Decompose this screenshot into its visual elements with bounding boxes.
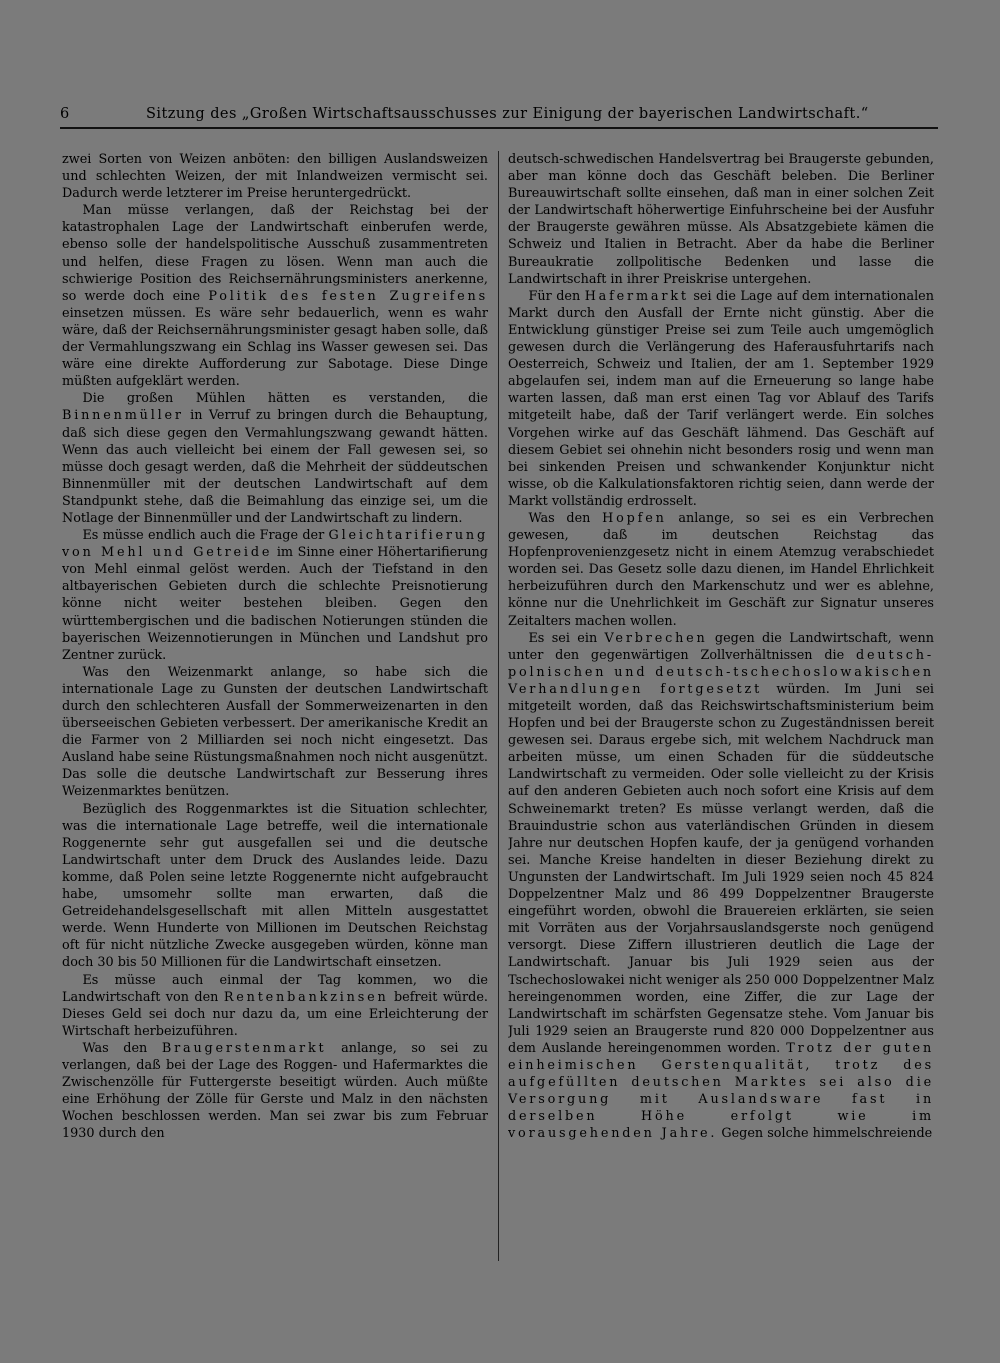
paragraph (62, 801, 488, 972)
paragraph (62, 151, 488, 202)
paragraph (62, 1040, 488, 1143)
emphasized-text: Verbrechen (604, 630, 708, 646)
text-segment: befreit würde. Dieses Geld sei doch nur dazu da, um eine Erleichterung der Wirtschaft herbeizuführen. (62, 989, 488, 1039)
text-segment: gegen die Landwirtschaft, wenn unter den gegenwärtigen Zollverhältnissen die (508, 630, 934, 663)
text-segment: deutsch-schwedischen Handelsvertrag bei Braugerste gebunden, aber man könne doch das Geschäft beleben. Die Berliner Bureauwirtschaft sollte einsehen, daß man in einer solchen Zeit der Landwirtschaft höherwertige Einfuhrscheine bei der Ausfuhr der Braugerste gewähren müsse. Als Absatzgebiete kämen die Schweiz und Italien in Betracht. Aber da habe die Berliner Bureaukratie zollpolitische Bedenken und lasse die Landwirtschaft in ihrer Preiskrise untergehen. (508, 152, 934, 287)
page-number: 6 (60, 106, 70, 122)
left-column (62, 151, 488, 1261)
text-segment: einsetzen müssen. Es wäre sehr bedauerlich, wenn es wahr wäre, daß der Reichsernährungsminister gesagt haben solle, daß der Vermahlungszwang ein Schlag ins Wasser gewesen sei. Das wäre eine direkte Aufforderung zur Sabotage. Diese Dinge müßten aufgeklärt werden. (62, 305, 488, 390)
text-segment: anlange, so sei es ein Verbrechen gewesen, daß im deutschen Reichstag das Hopfenprovenienzgesetz nicht in einem Atemzug verabschiedet worden sei. Das Gesetz solle dazu dienen, im Handel Ehrlichkeit herbeizuführen durch den Markenschutz und wer es ablehne, könne nur die Unehrlichkeit im Geschäft zur Signatur unseres Zeitalters machen wollen. (508, 510, 934, 629)
right-column (508, 151, 934, 1261)
paragraph (62, 202, 488, 390)
emphasized-text: Hafermarkt (584, 288, 689, 304)
text-segment: Die großen Mühlen hätten es verstanden, die (82, 391, 488, 407)
paragraph (62, 972, 488, 1040)
text-segment: zwei Sorten von Weizen anböten: den billigen Auslandsweizen und schlechten Weizen, der mit Inlandweizen vermischt sei. Dadurch werde letzterer im Preise heruntergedrückt. (62, 152, 488, 202)
emphasized-text: Politik des festen Zugreifens (208, 288, 488, 304)
emphasized-text: Trotz der guten einheimischen Gerstenqualität, trotz des aufgefüllten deutschen Marktes sei also die Versorgung mit Auslandsware fast in derselben Höhe erfolgt wie im vorausgehenden Jahre. (508, 1040, 934, 1142)
text-segment: würden. Im Juni sei mitgeteilt worden, daß das Reichswirtschaftsministerium beim Hopfen und bei der Braugerste schon zu Zugeständnissen bereit gewesen sei. Daraus ergebe sich, mit welchem Nachdruck man arbeiten müsse, um einen Schaden für die süddeutsche Landwirtschaft zu vermeiden. Oder solle vielleicht zu der Krisis auf den anderen Gebieten auch noch sofort eine Krisis auf dem Schweinemarkt treten? Es müsse verlangt werden, daß die Brauindustrie schon aus vaterländischen Gründen in diesem Jahre nur deutschen Hopfen kaufe, der ja genügend vorhanden sei. Manche Kreise handelten in dieser Beziehung direkt zu Ungunsten der Landwirtschaft. Im Juli 1929 seien noch 45 824 Doppelzentner Malz und 86 499 Doppelzentner Braugerste eingeführt worden, obwohl die Brauereien erklärten, sie seien mit Vorräten aus der Vorjahrsauslandsgerste noch genügend versorgt. Diese Ziffern illustrieren deutlich die Lage der Landwirtschaft. Januar bis Juli 1929 seien aus der Tschechoslowakei nicht weniger als 250 000 Doppelzentner Malz hereingenommen worden, eine Ziffer, die zur Lage der Landwirtschaft im schärfsten Gegensatze stehe. Vom Januar bis Juli 1929 seien an Braugerste rund 820 000 Doppelzentner aus dem Auslande hereingenommen worden. (508, 681, 934, 1056)
text-segment: Man müsse verlangen, daß der Reichstag bei der katastrophalen Lage der Landwirtschaft einberufen werde, ebenso solle der handelspolitische Ausschuß zusammentreten und helfen, diese Fragen zu lösen. Wenn man auch die schwierige Position des Reichsernährungsministers anerkenne, so werde doch eine (62, 203, 488, 304)
emphasized-text: Rentenbankzinsen (223, 989, 389, 1005)
text-segment: Für den (528, 288, 585, 304)
text-segment: Bezüglich des Roggenmarktes ist die Situation schlechter, was die internationale Lage betreffe, weil die internationale Roggenernte sehr gut ausgefallen sei und die deutsche Landwirtschaft unter dem Druck des Auslandes leide. Dazu komme, daß Polen seine letzte Roggenernte nicht aufgebraucht habe, umsomehr sollte man erwarten, daß die Getreidehandelsgesellschaft mit allen Mitteln ausgestattet werde. Wenn Hunderte von Millionen im Deutschen Reichstag oft für nicht nützliche Zwecke ausgegeben würden, könne man doch 30 bis 50 Millionen für die Landwirtschaft einsetzen. (62, 801, 488, 971)
text-segment: anlange, so sei zu verlangen, daß bei der Lage des Roggen- und Hafermarktes die Zwischenzölle für Futtergerste beseitigt würden. Auch müßte eine Erhöhung der Zölle für Gerste und Malz in den nächsten Wochen beschlossen werden. Man sei zwar bis zum Februar 1930 durch den (62, 1040, 488, 1142)
paragraph (508, 288, 934, 510)
text-segment: im Sinne einer Höhertarifierung von Mehl einmal gelöst werden. Auch der Tiefstand in den altbayerischen Gebieten durch die schlechte Preisnotierung könne nicht weiter bestehen bleiben. Gegen den württembergischen und die badischen Notierungen stünden die bayerischen Weizennotierungen in München und Landshut pro Zentner zurück. (62, 545, 488, 663)
text-segment: Gegen solche himmelschreiende (717, 1126, 933, 1142)
emphasized-text: Gleichtarifierung von Mehl und Getreide (62, 528, 488, 561)
header-rule (60, 127, 938, 129)
emphasized-text: Hopfen (602, 510, 667, 526)
emphasized-text: Binnenmüller (62, 408, 184, 424)
paragraph (62, 527, 488, 664)
text-segment: Es sei ein (528, 630, 605, 646)
column-divider (498, 151, 499, 1261)
running-title: Sitzung des „Großen Wirtschaftsausschusses zur Einigung der bayerischen Landwirtschaft.“ (146, 106, 869, 122)
text-segment: Es müsse endlich auch die Frage der (82, 528, 329, 544)
paragraph (508, 151, 934, 288)
text-segment: Was den (82, 1040, 162, 1056)
paragraph (508, 630, 934, 1143)
emphasized-text: Braugerstenmarkt (161, 1040, 327, 1056)
paragraph (62, 390, 488, 527)
page-header (60, 104, 938, 124)
emphasized-text: deutsch-polnischen und deutsch-tschechoslowakischen Verhandlungen fortgesetzt (508, 647, 934, 697)
text-segment: Was den Weizenmarkt anlange, so habe sich die internationale Lage zu Gunsten der deutschen Landwirtschaft durch den schlechteren Ausfall der Sommerweizenarten in den überseeischen Gebieten verbessert. Der amerikanische Kredit an die Farmer von 2 Milliarden sei noch nicht eingesetzt. Das Ausland habe seine Rüstungsmaßnahmen noch nicht ausgenützt. Das solle die deutsche Landwirtschaft zur Besserung ihres Weizenmarktes benützen. (62, 664, 488, 800)
paragraph (508, 510, 934, 630)
text-segment: Es müsse auch einmal der Tag kommen, wo die Landwirtschaft von den (62, 972, 488, 1005)
text-segment: in Verruf zu bringen durch die Behauptung, daß sich diese gegen den Vermahlungszwang gewandt hätten. Wenn das auch vielleicht bei einem der Fall gewesen sei, so müsse doch gesagt werden, daß die Mehrheit der süddeutschen Binnenmüller mit der deutschen Landwirtschaft auf dem Standpunkt stehe, daß die Beimahlung das einzige sei, um die Notlage der Binnenmüller und der Landwirtschaft zu lindern. (62, 408, 488, 526)
paragraph (62, 664, 488, 801)
text-segment: sei die Lage auf dem internationalen Markt durch den Ausfall der Ernte nicht günstig. Aber die Entwicklung günstiger Preise sei zum Teile auch umgemöglich gewesen durch die Verlängerung des Haferausfuhrtarifs nach Oesterreich, Schweiz und Italien, der am 1. September 1929 abgelaufen sei, indem man auf die Erneuerung so lange habe warten lassen, daß man erst einen Tag vor Ablauf des Tarifs mitgeteilt habe, daß der Tarif verlängert werde. Ein solches Vorgehen wirke auf das Geschäft lähmend. Das Geschäft auf diesem Gebiet sei ohnehin nicht besonders rosig und wenn man bei sinkenden Preisen und schwankender Konjunktur nicht wisse, ob die Kalkulationsfaktoren richtig seien, dann werde der Markt vollständig erdrosselt. (508, 288, 934, 509)
text-segment: Was den (528, 510, 603, 526)
